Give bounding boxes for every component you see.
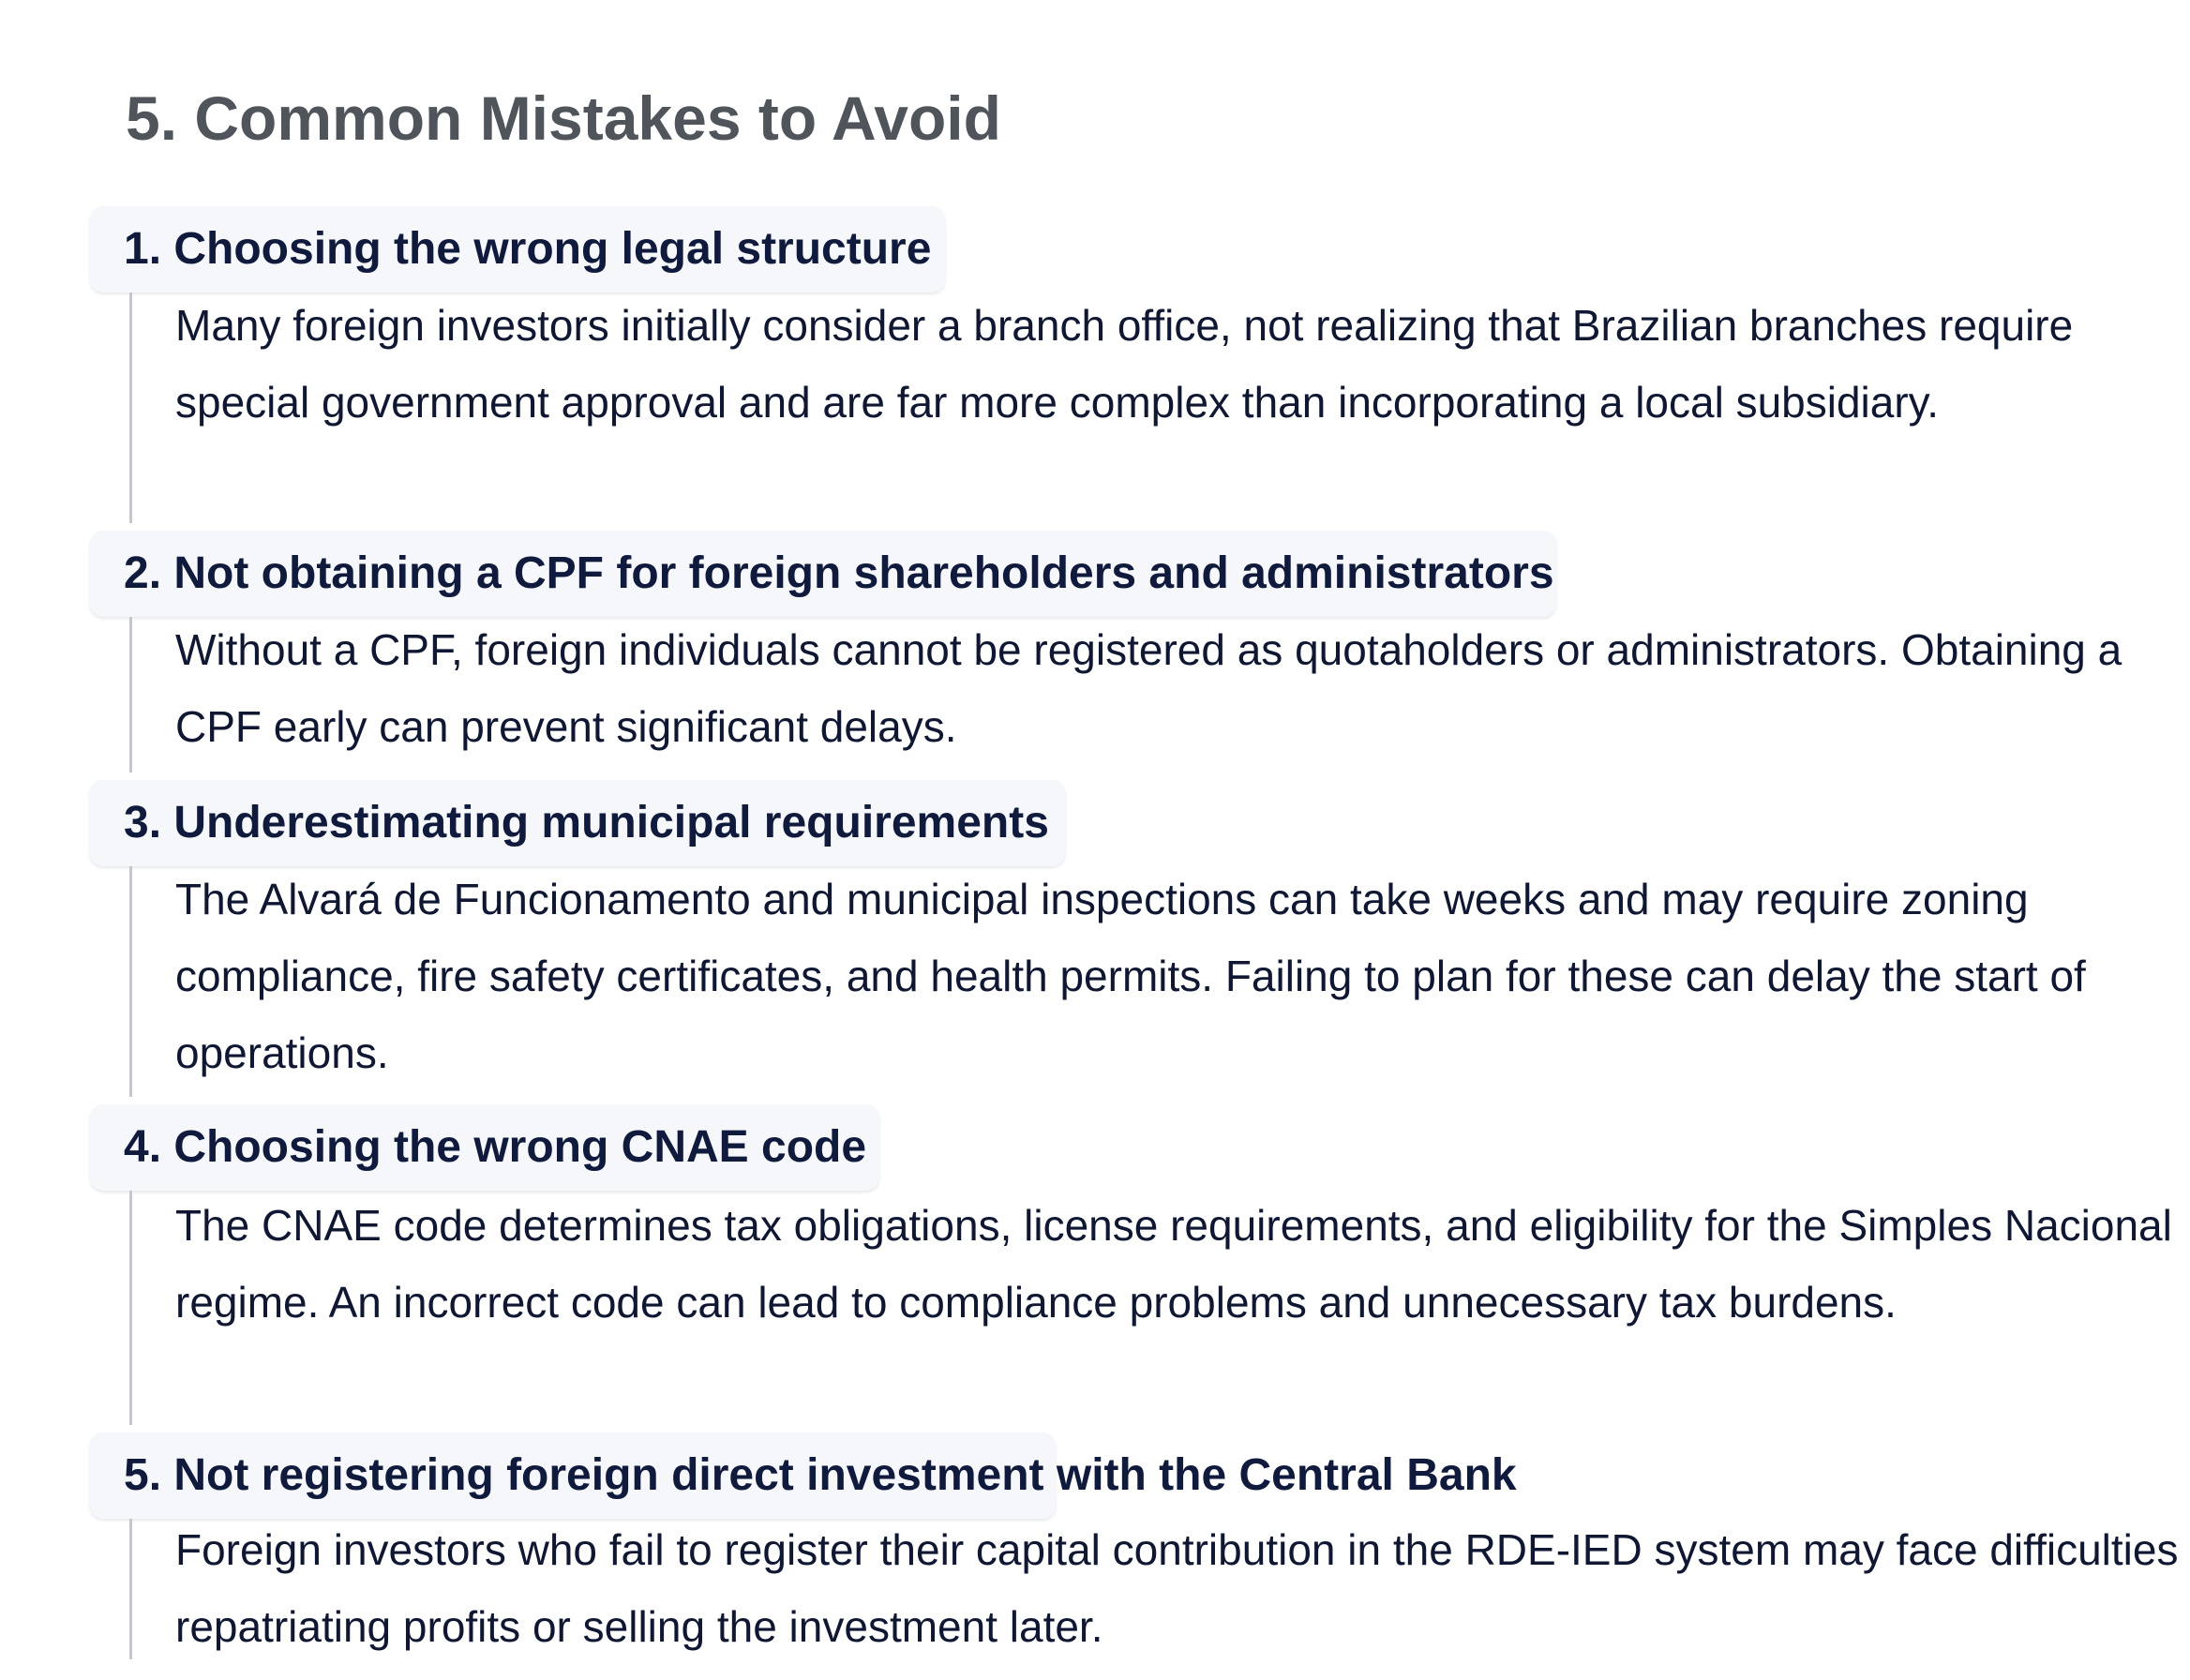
mistake-5-rule [129,1519,132,1659]
mistake-4-rule [129,1191,132,1425]
section-title: 5. Common Mistakes to Avoid [126,83,1001,153]
mistake-5-description: Foreign investors who fail to register their capital contribution in the RDE-IED system may face difficulties repatriating profits or selling the investment later. [175,1525,2179,1651]
mistake-3-description: The Alvará de Funcionamento and municipal inspections can take weeks and may require zoning compliance, fire safety certificates, and health permits. Failing to plan for these can delay the start of operations. [175,875,2086,1077]
mistake-3-rule [129,866,132,1097]
mistake-1-rule [129,292,132,523]
mistake-1-title: 1. Choosing the wrong legal structure [124,224,932,274]
mistake-1-description: Many foreign investors initially consider a branch office, not realizing that Brazilian branches require special government approval and are far more complex than incorporating a local subsidiary. [175,301,2074,427]
mistake-2-description: Without a CPF, foreign individuals cannot be registered as quotaholders or administrators. Obtaining a CPF early can prevent significant delays. [175,625,2122,751]
mistake-4-title: 4. Choosing the wrong CNAE code [124,1122,867,1172]
mistake-4-description: The CNAE code determines tax obligations, license requirements, and eligibility for the Simples Nacional regime. An incorrect code can lead to compliance problems and unnecessary tax burdens. [175,1201,2172,1327]
mistake-2-rule [129,617,132,772]
mistake-3-title: 3. Underestimating municipal requirements [124,798,1049,848]
mistake-2-title: 2. Not obtaining a CPF for foreign shareholders and administrators [124,548,1554,598]
mistake-5-title: 5. Not registering foreign direct investment with the Central Bank [124,1450,1517,1500]
